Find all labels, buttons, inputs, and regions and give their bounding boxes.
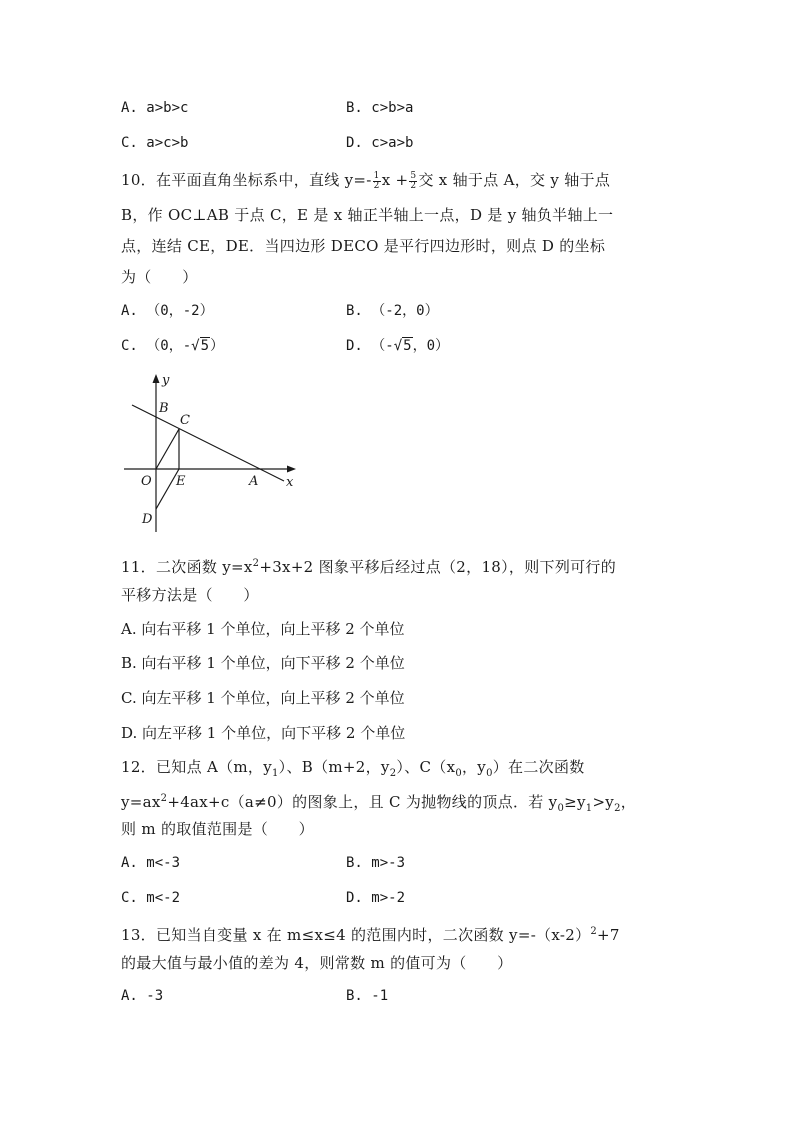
- q13-stem-line-1: [121, 922, 620, 945]
- q13-text: 13．已知当自变量 x 在 m≤x≤4 的范围内时，二次函数 y=-（x-2）: [121, 926, 591, 944]
- label-y: y: [162, 373, 170, 388]
- option-text: ，0）: [412, 338, 450, 354]
- label-b: B: [159, 401, 169, 416]
- label-c: C: [180, 413, 190, 428]
- q10-text: 10．在平面直角坐标系中，直线 y=-: [121, 171, 372, 189]
- q12-text: ，: [620, 793, 637, 811]
- sqrt-expression: √5: [191, 338, 210, 354]
- q10-stem-line-4: 为（ ）: [121, 268, 198, 286]
- q13-stem-line-2: 的最大值与最小值的差为 4，则常数 m 的值可为（ ）: [121, 954, 513, 972]
- fraction-numerator: 5: [410, 170, 417, 181]
- q12-text: ）、B（m+2，y: [278, 758, 390, 776]
- label-x: x: [286, 475, 294, 490]
- option-text: C. （0，-: [121, 338, 192, 354]
- q12-stem-line-2: [121, 789, 636, 819]
- option-text: D. （-: [346, 338, 394, 354]
- q11-option-b: B. 向右平移 1 个单位，向下平移 2 个单位: [121, 654, 405, 672]
- q12-text: ）在二次函数: [492, 758, 585, 776]
- superscript: 2: [252, 558, 260, 569]
- label-d: D: [142, 512, 153, 527]
- q10-text: x +: [381, 171, 409, 189]
- q11-text: 11．二次函数 y=x: [121, 558, 253, 576]
- q13-text: +7: [597, 926, 620, 944]
- subscript: 1: [272, 768, 279, 779]
- x-axis-arrow-icon: [287, 466, 296, 473]
- q11-text: +3x+2 图象平移后经过点（2，18），则下列可行的: [259, 558, 617, 576]
- q9-option-a: A. a>b>c: [121, 100, 189, 116]
- option-text: ）: [210, 338, 225, 354]
- subscript: 0: [557, 803, 565, 814]
- segment-oc: [156, 429, 179, 469]
- q10-coordinate-figure: [118, 368, 308, 538]
- q11-option-d: D. 向左平移 1 个单位，向下平移 2 个单位: [121, 724, 406, 742]
- subscript: 0: [455, 768, 462, 779]
- y-axis-arrow-icon: [153, 374, 160, 383]
- q9-option-b: B. c>b>a: [346, 100, 414, 116]
- q10-option-b: B. （-2，0）: [346, 303, 439, 319]
- radicand: 5: [403, 338, 412, 354]
- q10-stem-line-3: 点，连结 CE，DE．当四边形 DECO 是平行四边形时，则点 D 的坐标: [121, 237, 606, 255]
- q11-stem-line-1: [121, 554, 616, 577]
- q12-text: ，y: [462, 758, 487, 776]
- subscript: 2: [389, 768, 397, 779]
- subscript: 2: [614, 803, 621, 814]
- line-ab: [132, 405, 284, 481]
- subscript: 0: [486, 768, 493, 779]
- label-o: O: [141, 474, 152, 489]
- q12-option-c: C. m<-2: [121, 890, 181, 906]
- fraction-denominator: 2: [410, 180, 417, 191]
- q12-text: ≥y: [564, 793, 586, 811]
- sqrt-expression: √5: [393, 338, 412, 354]
- q10-option-d: [346, 336, 449, 356]
- q12-text: y=ax: [121, 793, 161, 811]
- q11-option-c: C. 向左平移 1 个单位，向上平移 2 个单位: [121, 689, 405, 707]
- superscript: 2: [160, 793, 168, 804]
- q11-stem-line-2: 平移方法是（ ）: [121, 586, 259, 604]
- q12-option-b: B. m>-3: [346, 855, 406, 871]
- q12-text: ）、C（x: [396, 758, 456, 776]
- q13-option-a: A. -3: [121, 988, 164, 1004]
- q12-option-a: A. m<-3: [121, 855, 181, 871]
- label-a: A: [249, 474, 259, 489]
- subscript: 1: [585, 803, 593, 814]
- radicand: 5: [200, 338, 210, 354]
- q10-text: 交 x 轴于点 A，交 y 轴于点: [418, 171, 611, 189]
- q10-stem-line-1: [121, 170, 610, 191]
- label-e: E: [176, 474, 186, 489]
- fraction-numerator: 1: [373, 170, 380, 181]
- fraction-denominator: 2: [373, 180, 380, 191]
- fraction-one-half: [373, 172, 381, 191]
- q12-stem-line-3: 则 m 的取值范围是（ ）: [121, 820, 314, 838]
- q12-text: +4ax+c（a≠0）的图象上，且 C 为抛物线的顶点．若 y: [167, 793, 558, 811]
- q12-text: 12．已知点 A（m，y: [121, 758, 272, 776]
- q10-option-a: A. （0，-2）: [121, 303, 214, 319]
- q13-option-b: B. -1: [346, 988, 389, 1004]
- q10-stem-line-2: B，作 OC⊥AB 于点 C，E 是 x 轴正半轴上一点，D 是 y 轴负半轴上一: [121, 206, 614, 224]
- q12-option-d: D. m>-2: [346, 890, 406, 906]
- q9-option-d: D. c>a>b: [346, 135, 414, 151]
- q12-stem-line-1: [121, 757, 585, 784]
- fraction-five-halves: [409, 172, 417, 191]
- q12-text: >y: [592, 793, 615, 811]
- q10-option-c: [121, 336, 224, 356]
- superscript: 2: [590, 926, 598, 937]
- q9-option-c: C. a>c>b: [121, 135, 189, 151]
- q11-option-a: A. 向右平移 1 个单位，向上平移 2 个单位: [121, 620, 405, 638]
